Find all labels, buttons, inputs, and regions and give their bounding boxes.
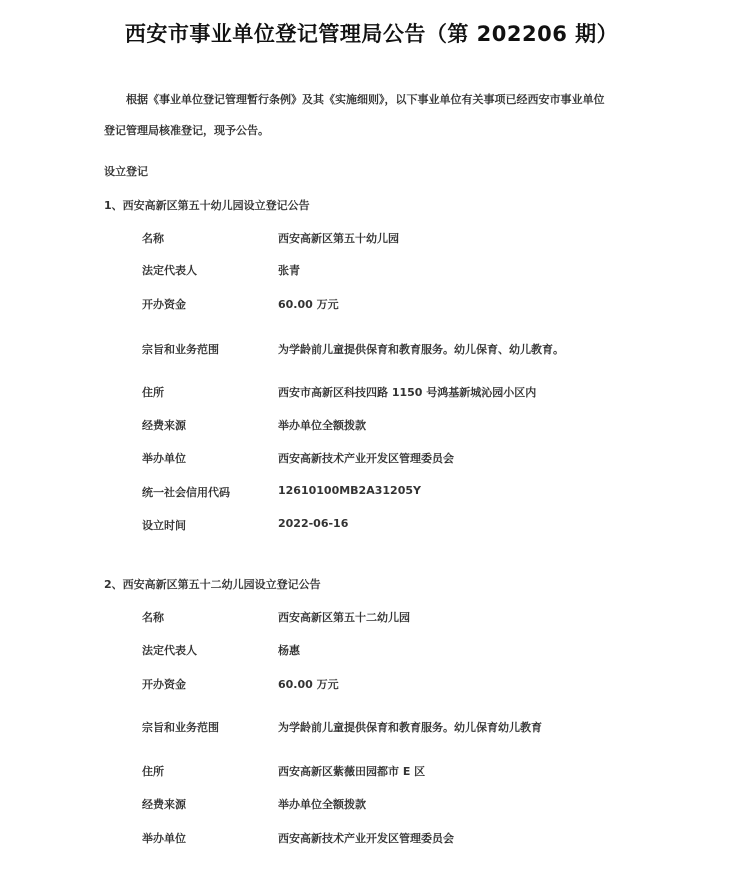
intro-line-2: 登记管理局核准登记，现予公告。 [104, 124, 269, 137]
field-row [0, 230, 743, 246]
field-label: 开办资金 [142, 298, 186, 311]
notice-heading-2: 2、西安高新区第五十二幼儿园设立登记公告 [104, 578, 321, 591]
field-label: 统一社会信用代码 [142, 486, 230, 499]
field-label: 举办单位 [142, 452, 186, 465]
field-value: 西安市高新区科技四路 1150 号鸿基新城沁园小区内 [278, 386, 537, 399]
intro-line-1 [104, 84, 644, 115]
intro-text-1: 根据《事业单位登记管理暂行条例》及其《实施细则》，以下事业单位有关事项已经西安市事业单位 [126, 93, 605, 106]
field-row [0, 763, 743, 779]
notice-heading-1: 1、西安高新区第五十幼儿园设立登记公告 [104, 199, 310, 212]
section-heading: 设立登记 [104, 165, 148, 178]
field-value: 西安高新技术产业开发区管理委员会 [278, 452, 454, 465]
field-label: 经费来源 [142, 798, 186, 811]
field-label: 宗旨和业务范围 [142, 343, 219, 356]
field-row [0, 341, 743, 357]
field-row [0, 484, 743, 500]
field-row [0, 830, 743, 846]
field-row [0, 450, 743, 466]
field-row [0, 517, 743, 533]
field-value: 为学龄前儿童提供保育和教育服务。幼儿保育、幼儿教育。 [278, 343, 564, 356]
field-label: 开办资金 [142, 678, 186, 691]
field-row [0, 296, 743, 312]
field-value: 为学龄前儿童提供保育和教育服务。幼儿保育幼儿教育 [278, 721, 542, 734]
field-label: 名称 [142, 611, 164, 624]
field-value: 2022-06-16 [278, 517, 349, 530]
field-value: 西安高新区紫薇田园都市 E 区 [278, 765, 426, 778]
field-row [0, 609, 743, 625]
field-row [0, 796, 743, 812]
field-value: 60.00 万元 [278, 678, 339, 691]
field-value: 张青 [278, 264, 300, 277]
field-label: 名称 [142, 232, 164, 245]
field-row [0, 417, 743, 433]
field-value: 西安高新区第五十二幼儿园 [278, 611, 410, 624]
field-label: 设立时间 [142, 519, 186, 532]
field-value: 西安高新区第五十幼儿园 [278, 232, 399, 245]
field-row [0, 676, 743, 692]
intro-paragraph [104, 84, 644, 146]
field-label: 宗旨和业务范围 [142, 721, 219, 734]
field-row [0, 719, 743, 735]
field-label: 经费来源 [142, 419, 186, 432]
field-label: 举办单位 [142, 832, 186, 845]
field-row [0, 642, 743, 658]
field-value: 杨惠 [278, 644, 300, 657]
page-title: 西安市事业单位登记管理局公告（第 202206 期） [124, 22, 619, 46]
field-label: 法定代表人 [142, 264, 197, 277]
field-row [0, 384, 743, 400]
field-label: 住所 [142, 765, 164, 778]
field-label: 法定代表人 [142, 644, 197, 657]
field-value: 举办单位全额拨款 [278, 798, 366, 811]
field-value: 举办单位全额拨款 [278, 419, 366, 432]
field-value: 西安高新技术产业开发区管理委员会 [278, 832, 454, 845]
field-label: 住所 [142, 386, 164, 399]
field-value: 60.00 万元 [278, 298, 339, 311]
field-value: 12610100MB2A31205Y [278, 484, 421, 497]
field-row [0, 262, 743, 278]
